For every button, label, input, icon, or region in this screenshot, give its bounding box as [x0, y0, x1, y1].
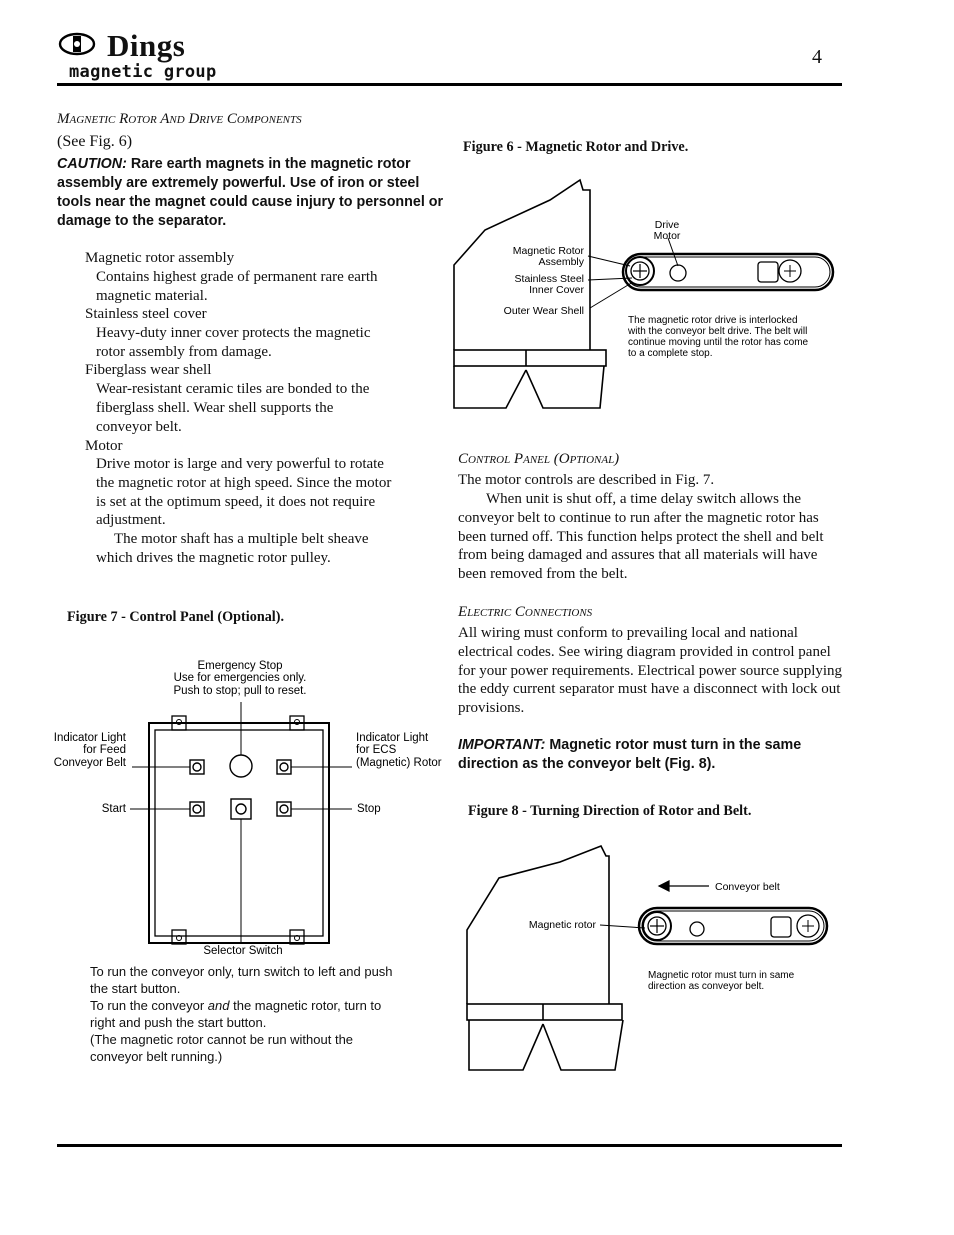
brand-name: Dings — [107, 28, 186, 63]
fig6-label-rotor1: Magnetic Rotor — [512, 245, 584, 257]
caution-block — [57, 155, 447, 231]
important-text: Magnetic rotor must turn in the same direction as the conveyor belt (Fig. 8). — [458, 737, 802, 772]
fig6-note-1: The magnetic rotor drive is interlocked — [628, 315, 798, 326]
electric-heading: Electric Connections — [458, 604, 593, 620]
fig7-estop-3: Push to stop; pull to reset. — [173, 685, 307, 697]
fig7-note-2-post: the magnetic rotor, turn to right and push the start button. — [90, 998, 382, 1030]
term-stainless: Stainless steel cover — [85, 306, 207, 322]
brand-logo — [57, 30, 237, 82]
fig6-label-stainless1: Stainless Steel — [514, 273, 584, 285]
fig6-note-2: with the conveyor belt drive. The belt will — [628, 326, 808, 337]
fig7-stop: Stop — [357, 803, 381, 815]
fig7-note-2 — [90, 997, 400, 1031]
fig7-start: Start — [101, 803, 126, 815]
page-number: 4 — [812, 46, 822, 68]
brand-sub: magnetic group — [69, 62, 217, 82]
fig8-caption: Figure 8 - Turning Direction of Rotor and Belt. — [468, 803, 752, 819]
important-label: IMPORTANT: — [458, 737, 546, 753]
fig8-housing — [467, 846, 623, 1070]
important-block — [458, 736, 843, 774]
fig7-ind-ecs-1: Indicator Light — [356, 732, 429, 744]
fig6-label-stainless2: Inner Cover — [529, 284, 584, 296]
fig8-label-rotor: Magnetic rotor — [528, 919, 596, 931]
desc-motor-2: The motor shaft has a multiple belt sheave which drives the magnetic rotor pulley. — [96, 531, 369, 566]
panel-controls — [190, 755, 291, 819]
caution-label: CAUTION: — [57, 156, 127, 172]
term-fiberglass: Fiberglass wear shell — [85, 362, 212, 378]
see-fig-note: (See Fig. 6) — [57, 133, 133, 150]
fig7-notes — [90, 963, 400, 1065]
control-panel-heading: Control Panel (Optional) — [458, 451, 620, 467]
desc-rotor: Contains highest grade of permanent rare earth magnetic material. — [96, 269, 378, 304]
fig6-note-4: to a complete stop. — [628, 348, 713, 359]
fig7-ind-ecs-3: (Magnetic) Rotor — [356, 757, 442, 769]
fig6-label-motor: Motor — [653, 230, 681, 242]
fig7-ind-feed-2: for Feed — [83, 744, 126, 756]
fig6-label-drive: Drive — [654, 219, 680, 231]
term-motor: Motor — [85, 438, 123, 454]
fig8-note-1: Magnetic rotor must turn in same — [648, 970, 795, 981]
fig8-diagram — [455, 840, 855, 1080]
header-rule — [57, 83, 842, 86]
fig7-ind-ecs-2: for ECS — [356, 744, 397, 756]
fig7-ind-feed-3: Conveyor Belt — [53, 757, 126, 769]
footer-rule — [57, 1144, 842, 1147]
fig7-note-2-em: and — [207, 998, 230, 1013]
fig6-note-3: continue moving until the rotor has come — [628, 337, 809, 348]
rotor-section-heading: Magnetic Rotor And Drive Components — [57, 111, 302, 127]
control-panel-box — [149, 716, 329, 944]
belt-drive — [623, 254, 833, 290]
electric-p1: All wiring must conform to prevailing local and national electrical codes. See wiring diagram provided in control panel for your power requirements. Electrical power source supplying the eddy current separator must have a disconnect with lock out provisions. — [458, 625, 843, 717]
term-rotor: Magnetic rotor assembly — [85, 250, 235, 266]
fig7-diagram — [40, 650, 455, 960]
fig6-label-outer: Outer Wear Shell — [503, 305, 584, 317]
fig8-note-2: direction as conveyor belt. — [648, 981, 765, 992]
fig7-estop-2: Use for emergencies only. — [173, 672, 307, 684]
fig8-belt — [639, 908, 827, 944]
control-panel-p1: The motor controls are described in Fig. 7. — [458, 472, 715, 488]
fig7-note-2-pre: To run the conveyor — [90, 998, 208, 1013]
fig6-leaders — [588, 238, 678, 308]
fig7-selector: Selector Switch — [203, 945, 283, 957]
fig8-arrow-icon — [659, 881, 709, 891]
fig7-note-1: To run the conveyor only, turn switch to left and push the start button. — [90, 964, 393, 996]
fig6-label-rotor2: Assembly — [538, 256, 584, 268]
fig8-label-belt: Conveyor belt — [715, 881, 780, 893]
fig7-ind-feed-1: Indicator Light — [53, 732, 126, 744]
desc-stainless: Heavy-duty inner cover protects the magnetic rotor assembly from damage. — [96, 325, 371, 360]
fig7-caption: Figure 7 - Control Panel (Optional). — [67, 609, 285, 625]
desc-fiberglass: Wear-resistant ceramic tiles are bonded to the fiberglass shell. Wear shell supports the conveyor belt. — [96, 381, 370, 435]
fig6-diagram — [440, 170, 850, 420]
fig6-caption: Figure 6 - Magnetic Rotor and Drive. — [463, 139, 689, 155]
control-panel-p2: When unit is shut off, a time delay switch allows the conveyor belt to continue to run after the magnetic rotor has been turned off. This function helps protect the shell and belt from being damaged and assures that all materials will have been removed from the belt. — [458, 491, 824, 583]
fig7-note-3: (The magnetic rotor cannot be run without the conveyor belt running.) — [90, 1032, 354, 1064]
caution-text: Rare earth magnets in the magnetic rotor assembly are extremely powerful. Use of iron or steel tools near the magnet could cause injury to personnel or damage to the separator. — [57, 156, 444, 229]
fig7-leaders — [130, 702, 352, 944]
fig7-estop-1: Emergency Stop — [197, 660, 283, 672]
desc-motor: Drive motor is large and very powerful to rotate the magnetic rotor at high speed. Since the motor is set at the optimum speed, it does not require adjustment. — [96, 456, 392, 529]
